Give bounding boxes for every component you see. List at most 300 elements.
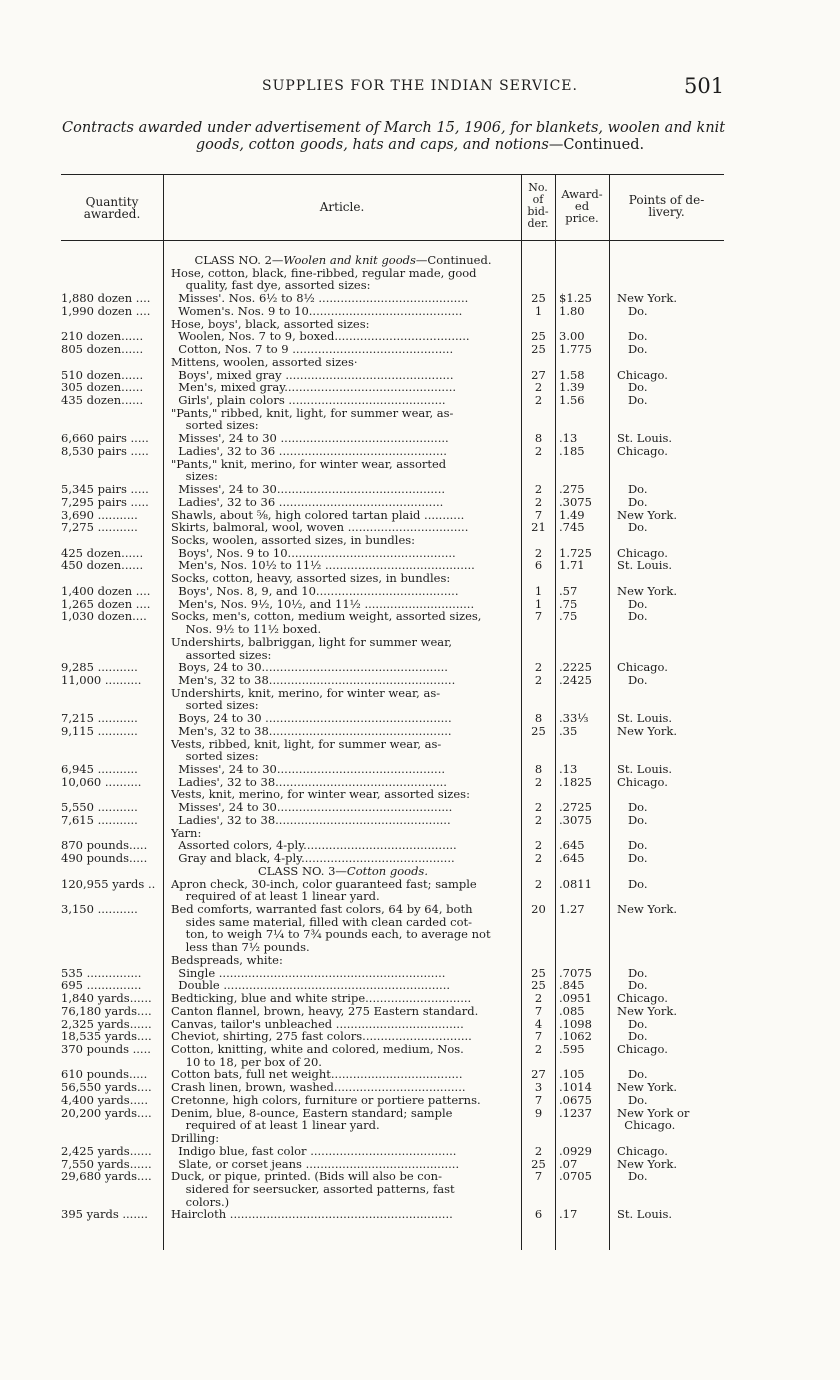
table-row xyxy=(0,1132,840,1145)
quantity-cell: 2,325 yards...... xyxy=(61,1017,152,1031)
delivery-cell: Chicago. xyxy=(617,444,668,458)
delivery-cell: St. Louis. xyxy=(617,763,673,776)
article-cell: Cotton bats, full net weight.................................... xyxy=(171,1068,463,1082)
table-row xyxy=(0,419,840,432)
delivery-cell: Chicago. xyxy=(617,1119,676,1133)
table-row xyxy=(0,916,840,929)
price-cell: .13 xyxy=(559,432,578,446)
bidder-cell: 7 xyxy=(534,610,543,624)
delivery-cell: Do. xyxy=(617,521,648,535)
delivery-cell: Do. xyxy=(617,852,648,866)
table-row xyxy=(0,585,840,598)
quantity-cell: 76,180 yards.... xyxy=(61,1004,152,1018)
article-cell: Men's, 32 to 38.................................................. xyxy=(171,724,452,738)
article-cell: Skirts, balmoral, wool, woven ................................. xyxy=(171,521,469,535)
article-cell: Bed comforts, warranted fast colors, 64 by 64, both xyxy=(171,903,473,916)
bidder-cell: 21 xyxy=(531,521,546,535)
quantity-cell: 1,265 dozen .... xyxy=(61,597,151,611)
article-cell: Shawls, about ⅝, high colored tartan plaid ........... xyxy=(171,508,465,522)
article-cell: Ladies', 32 to 38................................................ xyxy=(171,813,451,827)
table-top-rule xyxy=(61,174,724,175)
article-cell: Single .............................................................. xyxy=(171,966,446,980)
quantity-cell: 435 dozen...... xyxy=(61,394,144,407)
article-cell: sorted sizes: xyxy=(171,699,259,713)
quantity-cell: 18,535 yards.... xyxy=(61,1030,152,1044)
quantity-cell: 2,425 yards...... xyxy=(61,1144,152,1158)
price-cell: .845 xyxy=(559,979,585,993)
article-cell: Socks, men's, cotton, medium weight, assorted sizes, xyxy=(171,610,482,624)
header-price-line-1: Award- xyxy=(561,187,603,201)
price-cell: .0811 xyxy=(559,877,592,891)
delivery-cell: Chicago. xyxy=(617,1042,668,1056)
bidder-cell: 2 xyxy=(534,813,543,827)
delivery-cell: New York. xyxy=(617,1157,678,1171)
article-cell: Boys, 24 to 30................................................... xyxy=(171,661,448,675)
table-row xyxy=(0,1196,840,1209)
price-cell: .75 xyxy=(559,597,578,611)
delivery-cell: St. Louis. xyxy=(617,712,673,726)
table-row xyxy=(0,699,840,712)
delivery-cell: Do. xyxy=(617,597,648,611)
article-cell: sides same material, filled with clean carded cot- xyxy=(171,915,473,929)
bidder-cell: 2 xyxy=(534,852,543,866)
table-row xyxy=(0,661,840,674)
price-cell: .1825 xyxy=(559,775,592,789)
quantity-cell: 5,345 pairs ..... xyxy=(61,483,149,496)
bidder-cell: 25 xyxy=(531,1157,546,1171)
quantity-cell: 3,690 ........... xyxy=(61,508,138,522)
delivery-cell: Chicago. xyxy=(617,1144,668,1158)
table-row xyxy=(0,954,840,967)
delivery-cell: Do. xyxy=(617,394,648,407)
class-heading-suffix: —Continued. xyxy=(415,254,492,267)
class-heading-prefix: CLASS NO. 2— xyxy=(194,254,284,267)
delivery-cell: Do. xyxy=(617,966,648,980)
delivery-cell: New York. xyxy=(617,1081,678,1095)
table-row xyxy=(0,330,840,343)
article-cell: Nos. 9½ to 11½ boxed. xyxy=(171,623,322,636)
quantity-cell: 1,030 dozen.... xyxy=(61,610,147,624)
caption-line-2-italic: goods, cotton goods, hats and caps, and notions xyxy=(195,137,549,153)
table-row xyxy=(0,878,840,891)
table-row xyxy=(0,1107,840,1120)
delivery-cell: Do. xyxy=(617,495,648,509)
delivery-cell: Do. xyxy=(617,304,648,318)
article-cell: Socks, woolen, assorted sizes, in bundles: xyxy=(171,534,416,547)
class-heading xyxy=(0,254,840,267)
bidder-cell: 2 xyxy=(534,546,543,560)
bidder-cell: 7 xyxy=(534,1170,543,1184)
delivery-cell: Do. xyxy=(617,673,648,687)
article-cell: Cretonne, high colors, furniture or portiere patterns. xyxy=(171,1093,481,1107)
article-cell: Yarn: xyxy=(171,826,202,840)
quantity-cell: 7,295 pairs ..... xyxy=(61,495,149,509)
bidder-cell: 25 xyxy=(531,330,546,344)
article-cell: Woolen, Nos. 7 to 9, boxed..................................... xyxy=(171,330,470,344)
quantity-cell: 1,400 dozen .... xyxy=(61,584,151,598)
article-cell: Men's, mixed gray............................................... xyxy=(171,381,457,395)
quantity-cell: 7,215 ........... xyxy=(61,712,138,726)
header-bidder xyxy=(521,182,555,230)
delivery-cell: Do. xyxy=(617,381,648,395)
table-row xyxy=(0,1068,840,1081)
quantity-cell: 870 pounds..... xyxy=(61,839,148,853)
caption-line-2 xyxy=(0,137,840,153)
article-cell: quality, fast dye, assorted sizes: xyxy=(171,279,371,293)
price-cell: 1.56 xyxy=(559,394,585,407)
price-cell: .57 xyxy=(559,584,578,598)
price-cell: .1014 xyxy=(559,1081,592,1095)
header-bidder-line-2: of xyxy=(532,193,544,206)
article-cell: ton, to weigh 7¼ to 7¾ pounds each, to average not xyxy=(171,928,491,942)
price-cell: .185 xyxy=(559,444,585,458)
article-cell: Cheviot, shirting, 275 fast colors.............................. xyxy=(171,1030,472,1044)
quantity-cell: 1,990 dozen .... xyxy=(61,304,151,318)
table-row xyxy=(0,407,840,420)
table-row xyxy=(0,687,840,700)
article-cell: Boys', mixed gray .............................................. xyxy=(171,368,454,382)
article-cell: Denim, blue, 8-ounce, Eastern standard; sample xyxy=(171,1106,453,1120)
article-cell: colors.) xyxy=(171,1195,230,1209)
article-cell: "Pants," ribbed, knit, light, for summer wear, as- xyxy=(171,406,454,420)
article-cell: Indigo blue, fast color ........................................ xyxy=(171,1144,457,1158)
article-cell: Hose, cotton, black, fine-ribbed, regular made, good xyxy=(171,266,477,280)
delivery-cell: Chicago. xyxy=(617,368,668,382)
table-row xyxy=(0,827,840,840)
table-row xyxy=(0,903,840,916)
table-row xyxy=(0,725,840,738)
header-delivery-line-2: livery. xyxy=(648,205,685,219)
table-row xyxy=(0,1183,840,1196)
bidder-cell: 27 xyxy=(531,1068,546,1082)
bidder-cell: 8 xyxy=(534,712,543,726)
table-header-rule xyxy=(61,240,724,241)
article-cell: assorted sizes: xyxy=(171,648,272,662)
bidder-cell: 8 xyxy=(534,763,543,776)
price-cell: .2425 xyxy=(559,673,592,687)
delivery-cell: New York. xyxy=(617,584,678,598)
delivery-cell: Chicago. xyxy=(617,775,668,789)
article-cell: Crash linen, brown, washed.................................... xyxy=(171,1081,466,1095)
bidder-cell: 2 xyxy=(534,394,543,407)
bidder-cell: 25 xyxy=(531,724,546,738)
price-cell: .2225 xyxy=(559,661,592,675)
price-cell: .0675 xyxy=(559,1093,592,1107)
caption-line-1: Contracts awarded under advertisement of March 15, 1906, for blankets, woolen and knit xyxy=(62,120,726,136)
article-cell: Double .............................................................. xyxy=(171,979,451,993)
table-row xyxy=(0,394,840,407)
bidder-cell: 4 xyxy=(534,1017,543,1031)
page-number: 501 xyxy=(684,74,725,98)
quantity-cell: 120,955 yards .. xyxy=(61,877,156,891)
article-cell: Mittens, woolen, assorted sizes· xyxy=(171,355,358,369)
article-cell: sidered for seersucker, assorted patterns, fast xyxy=(171,1182,455,1196)
table-row xyxy=(0,559,840,572)
quantity-cell: 10,060 .......... xyxy=(61,775,142,789)
article-cell: Vests, knit, merino, for winter wear, assorted sizes: xyxy=(171,788,470,802)
bidder-cell: 2 xyxy=(534,775,543,789)
article-cell: Haircloth ............................................................. xyxy=(171,1208,453,1222)
quantity-cell: 805 dozen...... xyxy=(61,343,144,357)
table-row xyxy=(0,470,840,483)
article-cell: Hose, boys', black, assorted sizes: xyxy=(171,317,370,331)
quantity-cell: 6,660 pairs ..... xyxy=(61,432,149,446)
article-cell: Misses'. Nos. 6½ to 8½ ......................................... xyxy=(171,292,469,306)
table-row xyxy=(0,1005,840,1018)
quantity-cell: 9,115 ........... xyxy=(61,724,138,738)
bidder-cell: 7 xyxy=(534,508,543,522)
bidder-cell: 25 xyxy=(531,292,546,306)
table-row xyxy=(0,979,840,992)
article-cell: Boys', Nos. 9 to 10.............................................. xyxy=(171,546,456,560)
bidder-cell: 8 xyxy=(534,432,543,446)
delivery-cell: New York or xyxy=(617,1106,690,1120)
table-row xyxy=(0,547,840,560)
article-cell: Ladies', 32 to 38............................................... xyxy=(171,775,447,789)
delivery-cell: Do. xyxy=(617,483,648,496)
quantity-cell: 510 dozen...... xyxy=(61,368,144,382)
bidder-cell: 25 xyxy=(531,979,546,993)
table-row xyxy=(0,598,840,611)
header-bidder-line-3: bid- xyxy=(527,205,549,218)
price-cell: $1.25 xyxy=(559,292,592,306)
table-row xyxy=(0,1145,840,1158)
price-cell: .0705 xyxy=(559,1170,592,1184)
delivery-cell: St. Louis. xyxy=(617,559,673,573)
bidder-cell: 2 xyxy=(534,839,543,853)
price-cell: .13 xyxy=(559,763,578,776)
article-cell: Bedticking, blue and white stripe............................. xyxy=(171,992,472,1005)
table-row xyxy=(0,292,840,305)
bidder-cell: 2 xyxy=(534,483,543,496)
article-cell: sorted sizes: xyxy=(171,419,259,433)
price-cell: .35 xyxy=(559,724,578,738)
quantity-cell: 535 ............... xyxy=(61,966,142,980)
bidder-cell: 2 xyxy=(534,495,543,509)
delivery-cell: Do. xyxy=(617,813,648,827)
delivery-cell: Do. xyxy=(617,1030,648,1044)
table-row xyxy=(0,712,840,725)
article-cell: Men's, Nos. 9½, 10½, and 11½ .............................. xyxy=(171,597,475,611)
quantity-cell: 6,945 ........... xyxy=(61,763,138,776)
header-quantity xyxy=(61,196,163,220)
table-row xyxy=(0,432,840,445)
price-cell: 1.80 xyxy=(559,304,585,318)
price-cell: .085 xyxy=(559,1004,585,1018)
table-row xyxy=(0,1018,840,1031)
table-row xyxy=(0,1119,840,1132)
quantity-cell: 20,200 yards.... xyxy=(61,1106,152,1120)
running-header: SUPPLIES FOR THE INDIAN SERVICE. xyxy=(262,78,578,94)
delivery-cell: New York. xyxy=(617,903,678,916)
quantity-cell: 9,285 ........... xyxy=(61,661,138,675)
class-heading-title: Cotton goods. xyxy=(346,864,428,878)
quantity-cell: 11,000 .......... xyxy=(61,673,142,687)
bidder-cell: 2 xyxy=(534,1042,543,1056)
header-price-line-3: price. xyxy=(565,211,599,225)
table-row xyxy=(0,509,840,522)
article-cell: required of at least 1 linear yard. xyxy=(171,890,380,904)
price-cell: .1098 xyxy=(559,1017,592,1031)
article-cell: Undershirts, knit, merino, for winter wear, as- xyxy=(171,686,441,700)
price-cell: 1.49 xyxy=(559,508,585,522)
delivery-cell: Chicago. xyxy=(617,546,668,560)
delivery-cell: Do. xyxy=(617,1017,648,1031)
quantity-cell: 210 dozen...... xyxy=(61,330,144,344)
article-cell: Assorted colors, 4-ply.......................................... xyxy=(171,839,457,853)
table-row xyxy=(0,369,840,382)
article-cell: Ladies', 32 to 36 ............................................. xyxy=(171,495,444,509)
class-heading xyxy=(0,865,840,878)
price-cell: 1.39 xyxy=(559,381,585,395)
bidder-cell: 27 xyxy=(531,368,546,382)
article-cell: Misses', 24 to 30................................................ xyxy=(171,801,453,815)
table-row xyxy=(0,814,840,827)
table-row xyxy=(0,521,840,534)
article-cell: Canton flannel, brown, heavy, 275 Eastern standard. xyxy=(171,1004,479,1018)
bidder-cell: 7 xyxy=(534,1093,543,1107)
price-cell: .07 xyxy=(559,1157,578,1171)
table-row xyxy=(0,890,840,903)
bidder-cell: 2 xyxy=(534,444,543,458)
table-row xyxy=(0,623,840,636)
article-cell: sorted sizes: xyxy=(171,750,259,764)
table-row xyxy=(0,1094,840,1107)
bidder-cell: 25 xyxy=(531,966,546,980)
price-cell: 1.725 xyxy=(559,546,592,560)
bidder-cell: 25 xyxy=(531,343,546,357)
article-cell: Canvas, tailor's unbleached ................................... xyxy=(171,1017,464,1031)
quantity-cell: 56,550 yards.... xyxy=(61,1081,152,1095)
price-cell: .645 xyxy=(559,852,585,866)
header-delivery xyxy=(609,194,724,218)
price-cell: .75 xyxy=(559,610,578,624)
delivery-cell: Do. xyxy=(617,979,648,993)
price-cell: .105 xyxy=(559,1068,585,1082)
bidder-cell: 7 xyxy=(534,1030,543,1044)
table-row xyxy=(0,1043,840,1056)
delivery-cell: St. Louis. xyxy=(617,432,673,446)
table-row xyxy=(0,941,840,954)
bidder-cell: 20 xyxy=(531,903,546,916)
price-cell: .17 xyxy=(559,1208,578,1222)
table-row xyxy=(0,1081,840,1094)
quantity-cell: 1,840 yards...... xyxy=(61,992,152,1005)
table-row xyxy=(0,610,840,623)
table-row xyxy=(0,839,840,852)
article-cell: Misses', 24 to 30.............................................. xyxy=(171,763,446,776)
table-row xyxy=(0,992,840,1005)
article-cell: Socks, cotton, heavy, assorted sizes, in bundles: xyxy=(171,572,451,586)
table-row xyxy=(0,636,840,649)
article-cell: Slate, or corset jeans .......................................... xyxy=(171,1157,460,1171)
price-cell: .2725 xyxy=(559,801,592,815)
article-cell: Cotton, Nos. 7 to 9 ............................................ xyxy=(171,343,454,357)
quantity-cell: 450 dozen...... xyxy=(61,559,144,573)
price-cell: 1.71 xyxy=(559,559,585,573)
bidder-cell: 1 xyxy=(534,584,543,598)
bidder-cell: 2 xyxy=(534,381,543,395)
table-row xyxy=(0,1030,840,1043)
bidder-cell: 2 xyxy=(534,673,543,687)
quantity-cell: 395 yards ....... xyxy=(61,1208,148,1222)
price-cell: .3075 xyxy=(559,813,592,827)
table-row xyxy=(0,801,840,814)
quantity-cell: 7,550 yards...... xyxy=(61,1157,152,1171)
price-cell: .7075 xyxy=(559,966,592,980)
article-cell: Undershirts, balbriggan, light for summer wear, xyxy=(171,635,453,649)
table-row xyxy=(0,445,840,458)
delivery-cell: Do. xyxy=(617,610,648,624)
table-row xyxy=(0,928,840,941)
article-cell: Bedspreads, white: xyxy=(171,953,283,967)
table-row xyxy=(0,788,840,801)
price-cell: .645 xyxy=(559,839,585,853)
table-row xyxy=(0,496,840,509)
table-row xyxy=(0,458,840,471)
article-cell: Cotton, knitting, white and colored, medium, Nos. xyxy=(171,1042,464,1056)
delivery-cell: New York. xyxy=(617,508,678,522)
price-cell: .0951 xyxy=(559,992,592,1005)
price-cell: .745 xyxy=(559,521,585,535)
delivery-cell: Do. xyxy=(617,801,648,815)
article-cell: Drilling: xyxy=(171,1132,220,1145)
quantity-cell: 8,530 pairs ..... xyxy=(61,444,149,458)
price-cell: .1237 xyxy=(559,1106,592,1120)
article-cell: Misses', 24 to 30 .............................................. xyxy=(171,432,449,446)
table-row xyxy=(0,967,840,980)
article-cell: Duck, or pique, printed. (Bids will also be con- xyxy=(171,1170,442,1184)
price-cell: 1.775 xyxy=(559,343,592,357)
delivery-cell: Do. xyxy=(617,1170,648,1184)
class-heading-text xyxy=(164,254,522,267)
bidder-cell: 2 xyxy=(534,877,543,891)
article-cell: Women's. Nos. 9 to 10.......................................... xyxy=(171,304,463,318)
delivery-cell: Do. xyxy=(617,1093,648,1107)
bidder-cell: 1 xyxy=(534,304,543,318)
bidder-cell: 7 xyxy=(534,1004,543,1018)
price-cell: .275 xyxy=(559,483,585,496)
article-cell: Boys', Nos. 8, 9, and 10....................................... xyxy=(171,584,459,598)
delivery-cell: Chicago. xyxy=(617,992,668,1005)
caption-line-2-tail: —Continued. xyxy=(548,137,645,153)
price-cell: 3.00 xyxy=(559,330,585,344)
header-bidder-line-1: No. xyxy=(528,181,548,194)
delivery-cell: Do. xyxy=(617,877,648,891)
table-row xyxy=(0,279,840,292)
quantity-cell: 695 ............... xyxy=(61,979,142,993)
table-row xyxy=(0,1208,840,1221)
article-cell: less than 7½ pounds. xyxy=(171,941,310,955)
article-cell: Boys, 24 to 30 ................................................... xyxy=(171,712,452,726)
bidder-cell: 6 xyxy=(534,1208,543,1222)
table-row xyxy=(0,534,840,547)
table-row xyxy=(0,356,840,369)
price-cell: .33⅓ xyxy=(559,712,589,726)
quantity-cell: 5,550 ........... xyxy=(61,801,138,815)
article-cell: Misses', 24 to 30.............................................. xyxy=(171,483,446,496)
header-price-line-2: ed xyxy=(574,199,590,213)
article-cell: Gray and black, 4-ply.......................................... xyxy=(171,852,455,866)
table-row xyxy=(0,305,840,318)
price-cell: 1.58 xyxy=(559,368,585,382)
table-row xyxy=(0,674,840,687)
table-row xyxy=(0,763,840,776)
table-row xyxy=(0,1158,840,1171)
article-cell: Girls', plain colors ........................................... xyxy=(171,394,446,407)
header-bidder-line-4: der. xyxy=(527,217,549,230)
table-row xyxy=(0,649,840,662)
